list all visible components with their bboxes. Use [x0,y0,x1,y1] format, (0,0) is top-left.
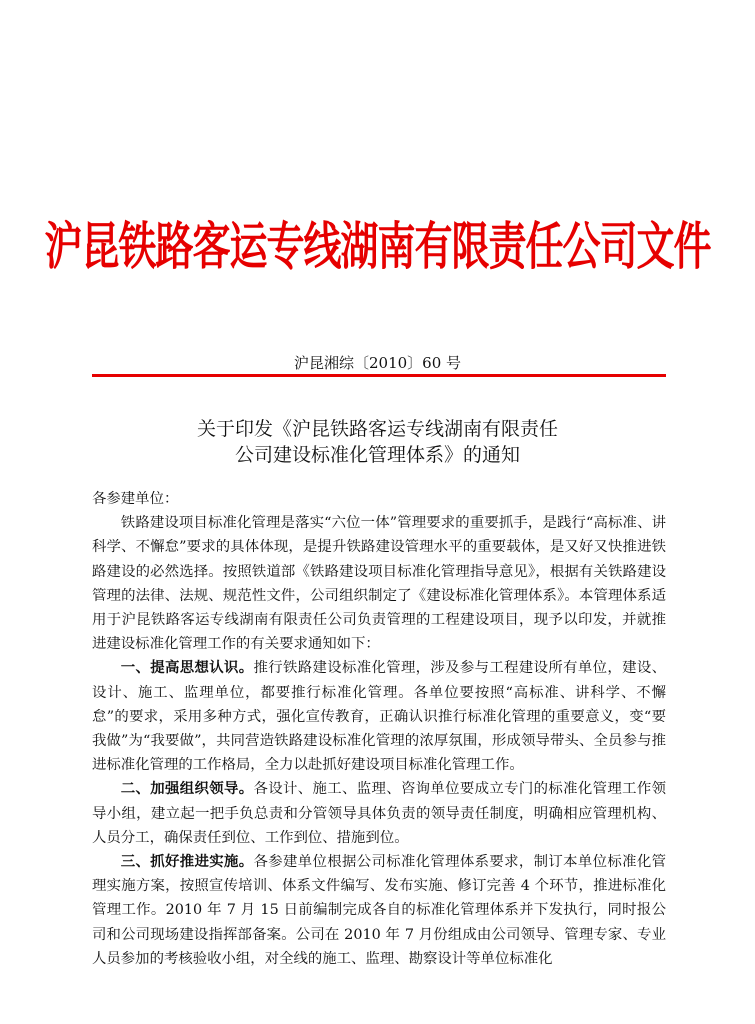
section-1-paragraph [92,656,666,777]
document-body [92,487,666,971]
notice-title-line-1: 关于印发《沪昆铁路客运专线湖南有限责任 [196,418,558,440]
intro-paragraph: 铁路建设项目标准化管理是落实“六位一体”管理要求的重要抓手，是践行“高标准、讲科学、不懈怠”要求的具体体现，是提升铁路建设管理水平的重要载体，是又好又快推进铁路建设的必然选择。按照铁道部《铁路建设项目标准化管理指导意见》，根据有关铁路建设管理的法律、法规、规范性文件，公司组织制定了《建设标准化管理体系》。本管理体系适用于沪昆铁路客运专线湖南有限责任公司负责管理的工程建设项目，现予以印发，并就推进建设标准化管理工作的有关要求通知如下： [92,515,666,653]
section-2-text: 各设计、施工、监理、咨询单位要成立专门的标准化管理工作领导小组，建立起一把手负总责和分管领导具体负责的领导责任制度，明确相应管理机构、人员分工，确保责任到位、工作到位、措施到位。 [92,781,666,846]
section-1-heading: 一、提高思想认识。 [120,660,254,677]
section-2-paragraph [92,777,666,850]
section-3-paragraph [92,850,666,971]
notice-title-line-2: 公司建设标准化管理体系》的通知 [234,444,520,466]
notice-title [0,416,755,468]
salutation: 各参建单位： [92,491,179,507]
section-3-text: 各参建单位根据公司标准化管理体系要求，制订本单位标准化管理实施方案，按照宣传培训、体系文件编写、发布实施、修订完善 4 个环节，推进标准化管理工作。2010 年 7 月 15 日前编制完成各自的标准化管理体系并下发执行，同时报公司和公司现场建设指挥部备案。公司在 2010 年 7 月份组成由公司领导、管理专家、专业人员参加的考核验收小组，对全线的施工、监理、勘察设计等单位标准化 [92,854,666,967]
section-3-heading: 三、抓好推进实施。 [120,854,254,871]
section-2-heading: 二、加强组织领导。 [120,781,254,798]
issuer-header-title: 沪昆铁路客运专线湖南有限责任公司文件 [44,215,711,277]
red-divider-line [92,374,666,377]
document-number: 沪昆湘综〔2010〕60 号 [293,354,462,372]
section-1-text: 推行铁路建设标准化管理，涉及参与工程建设所有单位，建设、设计、施工、监理单位，都要推行标准化管理。各单位要按照“高标准、讲科学、不懈怠”的要求，采用多种方式，强化宣传教育，正确认识推行标准化管理的重要意义，变“要我做”为“我要做”，共同营造铁路建设标准化管理的浓厚氛围，形成领导带头、全员参与推进标准化管理的工作格局，全力以赴抓好建设项目标准化管理工作。 [92,660,666,774]
